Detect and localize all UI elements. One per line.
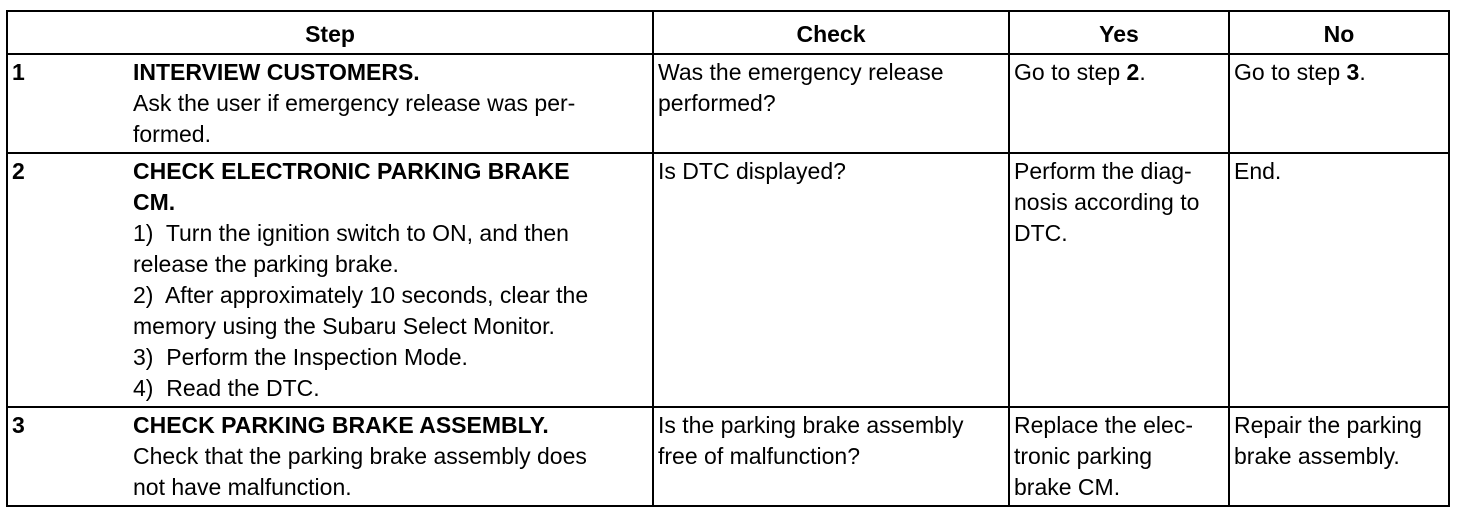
step-body	[133, 57, 648, 150]
step-text-line: not have malfunction.	[133, 474, 352, 500]
step-text-line: formed.	[133, 121, 211, 147]
header-step: Step	[7, 11, 653, 54]
no-text-line: End.	[1234, 158, 1282, 184]
yes-step-link: 2	[1126, 59, 1140, 85]
check-text-line: Is the parking brake assembly	[658, 412, 964, 438]
no-text-line: Repair the parking	[1234, 412, 1422, 438]
check-cell	[653, 407, 1009, 506]
step-cell	[7, 407, 653, 506]
check-cell	[653, 153, 1009, 407]
header-yes: Yes	[1009, 11, 1229, 54]
no-cell	[1229, 407, 1449, 506]
step-text-line: 2) After approximately 10 seconds, clear the	[133, 282, 589, 308]
step-title: CM.	[133, 189, 176, 215]
step-text-line: 4) Read the DTC.	[133, 375, 320, 401]
table-row	[7, 407, 1449, 506]
step-text-line: 1) Turn the ignition switch to ON, and then	[133, 220, 569, 246]
step-number: 1	[12, 59, 25, 85]
no-step-link: 3	[1346, 59, 1360, 85]
step-title: CHECK ELECTRONIC PARKING BRAKE	[133, 158, 570, 184]
check-text-line: Was the emergency release	[658, 59, 944, 85]
yes-text-line: nosis according to	[1014, 189, 1200, 215]
step-number: 2	[12, 158, 25, 184]
yes-text-line: Replace the elec-	[1014, 412, 1193, 438]
no-prefix: Go to step	[1234, 59, 1347, 85]
yes-suffix: .	[1139, 59, 1146, 85]
check-text-line: free of malfunction?	[658, 443, 861, 469]
header-check: Check	[653, 11, 1009, 54]
yes-cell	[1009, 153, 1229, 407]
yes-text-line: Perform the diag-	[1014, 158, 1192, 184]
no-suffix: .	[1359, 59, 1366, 85]
diagnosis-table	[6, 10, 1450, 507]
yes-prefix: Go to step	[1014, 59, 1127, 85]
step-number: 3	[12, 412, 25, 438]
step-text-line: Ask the user if emergency release was per-	[133, 90, 576, 116]
yes-text-line: brake CM.	[1014, 474, 1121, 500]
check-cell	[653, 54, 1009, 153]
table-header-row	[7, 11, 1449, 54]
step-body	[133, 410, 648, 503]
check-text-line: Is DTC displayed?	[658, 158, 846, 184]
yes-text-line: DTC.	[1014, 220, 1068, 246]
step-cell	[7, 153, 653, 407]
header-no: No	[1229, 11, 1449, 54]
step-text-line: 3) Perform the Inspection Mode.	[133, 344, 468, 370]
table-row	[7, 153, 1449, 407]
step-text-line: memory using the Subaru Select Monitor.	[133, 313, 555, 339]
check-text-line: performed?	[658, 90, 776, 116]
yes-cell	[1009, 407, 1229, 506]
yes-cell	[1009, 54, 1229, 153]
step-title: CHECK PARKING BRAKE ASSEMBLY.	[133, 412, 549, 438]
no-cell	[1229, 54, 1449, 153]
no-cell	[1229, 153, 1449, 407]
yes-text-line: tronic parking	[1014, 443, 1153, 469]
step-title: INTERVIEW CUSTOMERS.	[133, 59, 420, 85]
step-text-line: Check that the parking brake assembly does	[133, 443, 587, 469]
step-body	[133, 156, 648, 404]
no-text-line: brake assembly.	[1234, 443, 1400, 469]
table-row	[7, 54, 1449, 153]
step-text-line: release the parking brake.	[133, 251, 399, 277]
step-cell	[7, 54, 653, 153]
